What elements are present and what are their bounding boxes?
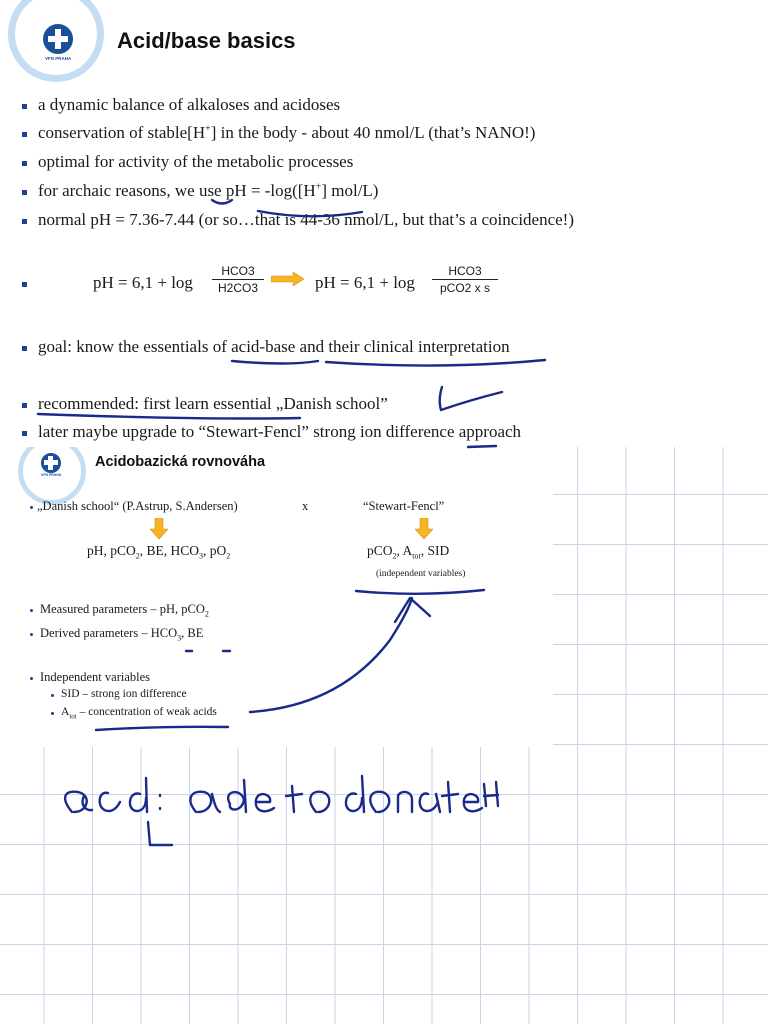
- sid-item: SID – strong ion difference: [61, 688, 187, 700]
- derived-parameters: Derived parameters – $HCO_3$, BE: [40, 626, 204, 643]
- bullet-marker: [22, 132, 27, 137]
- bullet-goal: goal: know the essentials of acid-base and their clinical interpretation: [38, 337, 510, 356]
- bullet-marker: [22, 104, 27, 109]
- equation-right-denominator: pCO2 x s: [439, 281, 490, 295]
- atot-item: $A_{tot}$ – concentration of weak acids: [61, 706, 217, 721]
- bullet-dynamic-balance: a dynamic balance of alkaloses and acidoses: [38, 95, 341, 114]
- logo-text: VFN PRAHA: [45, 56, 72, 61]
- bullet-marker: [22, 431, 27, 436]
- logo-cross-icon: [41, 22, 75, 56]
- bullet-marker: [22, 282, 27, 287]
- logo-text: VFN PRAHA: [41, 473, 62, 477]
- bullet-marker: [22, 219, 27, 224]
- equation-left-prefix: pH = 6,1 + log: [93, 273, 193, 292]
- equation-left-numerator: HCO3: [221, 264, 255, 278]
- bullet-archaic-reasons: for archaic reasons, we use pH = -log([H+] mol/L): [38, 181, 379, 200]
- equation-left-denominator: H2CO3: [217, 281, 258, 295]
- stewart-parameters: pCO$_2$, $A_{tot}$, SID: [367, 543, 450, 561]
- arrow-right-icon: [271, 272, 305, 286]
- logo-cross-icon: [39, 451, 63, 475]
- bullet-optimal: optimal for activity of the metabolic processes: [38, 152, 354, 171]
- measured-parameters: Measured parameters – pH, pCO$_2$: [40, 602, 209, 619]
- bullet-recommended: recommended: first learn essential „Danish school”: [38, 394, 388, 413]
- bullet-marker: [22, 190, 27, 195]
- bullet-marker: [30, 677, 33, 680]
- bullet-later-upgrade: later maybe upgrade to “Stewart-Fencl” strong ion difference approach: [38, 422, 522, 441]
- bullet-marker: [22, 346, 27, 351]
- page-title: Acid/base basics: [117, 28, 296, 53]
- danish-parameters: pH, pCO$_2$, BE, $HCO_3$, $pO_2$: [87, 543, 231, 561]
- bullet-marker: [22, 403, 27, 408]
- bullet-marker: [22, 161, 27, 166]
- slide2-title: Acidobazická rovnováha: [95, 454, 266, 470]
- danish-school-label: „Danish school“ (P.Astrup, S.Andersen): [37, 499, 238, 513]
- independent-variables-note: (independent variables): [376, 569, 466, 579]
- stewart-fencl-label: “Stewart-Fencl”: [363, 499, 445, 513]
- bullet-marker: [51, 694, 54, 697]
- arrow-down-icon: [415, 518, 433, 540]
- equation-right-numerator: HCO3: [448, 264, 482, 278]
- slide-acidobazicka-rovnovaha: [0, 447, 553, 747]
- arrow-down-icon: [150, 518, 168, 540]
- bullet-marker: [30, 506, 33, 509]
- bullet-marker: [30, 609, 33, 612]
- slide-acid-base-basics: [0, 0, 768, 447]
- equation-left-fraction: [212, 264, 264, 295]
- bullet-conservation: conservation of stable[H+] in the body - about 40 nmol/L (that’s NANO!): [38, 123, 536, 142]
- bullet-marker: [51, 712, 54, 715]
- equation-right-fraction: [432, 264, 498, 295]
- independent-variables-header: Independent variables: [40, 670, 151, 684]
- bullet-normal-ph: normal pH = 7.36-7.44 (or so…that is 44-36 nmol/L, but that’s a coincidence!): [38, 210, 575, 229]
- equation-right-prefix: pH = 6,1 + log: [315, 273, 415, 292]
- versus-x: x: [302, 499, 309, 513]
- bullet-marker: [30, 633, 33, 636]
